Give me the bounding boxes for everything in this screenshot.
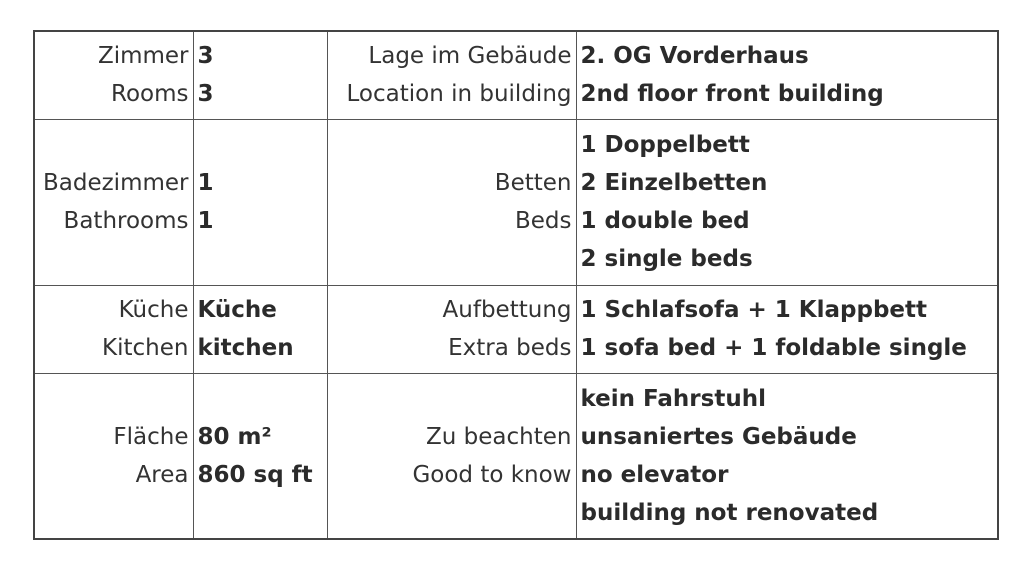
table-row-area	[34, 373, 998, 539]
area-label-de: Fläche	[113, 423, 189, 450]
good-to-know-label-en: Good to know	[412, 461, 572, 488]
kitchen-label-en: Kitchen	[102, 335, 189, 361]
kitchen-label-de: Küche	[118, 297, 189, 323]
rooms-value-de: 3	[197, 43, 214, 70]
rooms-label-de: Zimmer	[97, 43, 189, 70]
kitchen-label-cell	[34, 285, 193, 373]
bathrooms-label-en: Bathrooms	[63, 208, 189, 234]
location-value-de: 2. OG Vorderhaus	[580, 43, 809, 70]
extra-beds-label-en: Extra beds	[448, 335, 572, 361]
table-row-rooms	[34, 31, 998, 119]
good-to-know-value-line: kein Fahrstuhl	[580, 385, 766, 412]
area-value-cell	[193, 373, 327, 539]
beds-value-line: 2 single beds	[580, 246, 753, 272]
location-value-en: 2nd floor front building	[580, 81, 884, 108]
extra-beds-value-de: 1 Schlafsofa + 1 Klappbett	[580, 297, 928, 323]
beds-value-line: 1 double bed	[580, 208, 750, 234]
bathrooms-value-cell	[193, 119, 327, 285]
good-to-know-value-line: unsaniertes Gebäude	[580, 423, 857, 450]
beds-label-en: Beds	[514, 208, 572, 234]
beds-value-cell	[576, 119, 998, 285]
kitchen-value-de: Küche	[197, 297, 277, 323]
apartment-facts-table	[33, 30, 999, 540]
rooms-label-cell	[34, 31, 193, 119]
bathrooms-value-en: 1	[197, 208, 214, 234]
good-to-know-label-cell	[327, 373, 576, 539]
rooms-value-cell	[193, 31, 327, 119]
beds-value-line: 1 Doppelbett	[580, 132, 750, 158]
rooms-label-en: Rooms	[111, 81, 189, 108]
area-label-cell	[34, 373, 193, 539]
extra-beds-label-de: Aufbettung	[442, 297, 572, 323]
location-value-cell	[576, 31, 998, 119]
good-to-know-value-line: building not renovated	[580, 499, 879, 526]
kitchen-value-cell	[193, 285, 327, 373]
extra-beds-value-en: 1 sofa bed + 1 foldable single	[580, 335, 967, 361]
bathrooms-label-de: Badezimmer	[42, 170, 189, 196]
bathrooms-value-de: 1	[197, 170, 214, 196]
bathrooms-label-cell	[34, 119, 193, 285]
kitchen-value-en: kitchen	[197, 335, 294, 361]
beds-label-cell	[327, 119, 576, 285]
location-label-de: Lage im Gebäude	[368, 43, 572, 70]
area-value-metric: 80 m²	[197, 423, 272, 450]
beds-value-line: 2 Einzelbetten	[580, 170, 768, 196]
extra-beds-label-cell	[327, 285, 576, 373]
area-value-imperial: 860 sq ft	[197, 461, 313, 488]
good-to-know-value-line: no elevator	[580, 461, 729, 488]
table-row-kitchen	[34, 285, 998, 373]
location-label-en: Location in building	[346, 81, 572, 108]
good-to-know-value-cell	[576, 373, 998, 539]
beds-label-de: Betten	[494, 170, 572, 196]
extra-beds-value-cell	[576, 285, 998, 373]
location-label-cell	[327, 31, 576, 119]
rooms-value-en: 3	[197, 81, 214, 108]
area-label-en: Area	[135, 461, 189, 488]
good-to-know-label-de: Zu beachten	[426, 423, 572, 450]
table-row-bathrooms	[34, 119, 998, 285]
